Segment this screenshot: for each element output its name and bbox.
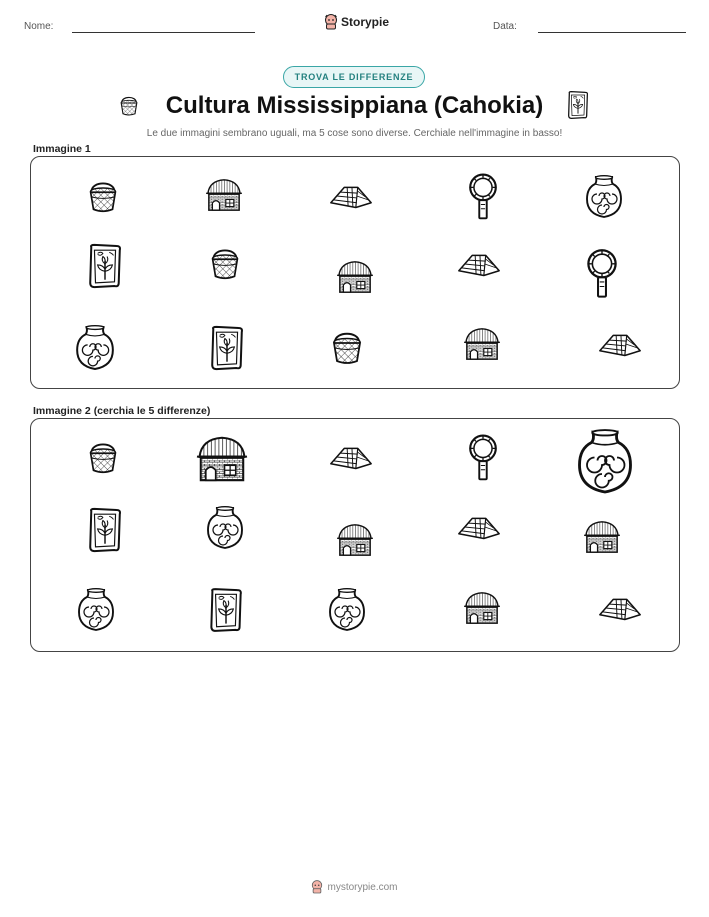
basket-icon (206, 241, 244, 287)
image2-panel[interactable] (30, 418, 680, 652)
pyramid-icon (596, 329, 644, 359)
name-field[interactable] (72, 32, 255, 33)
hut-icon (330, 255, 380, 299)
date-field[interactable] (538, 32, 686, 33)
mirror-icon[interactable] (467, 432, 499, 484)
pyramid-icon[interactable] (327, 442, 375, 472)
storypie-mascot-icon (311, 880, 323, 894)
pot-icon[interactable] (76, 585, 116, 635)
hut-icon[interactable] (330, 519, 380, 561)
image1-label: Immagine 1 (33, 143, 91, 155)
page-title: Cultura Mississippiana (Cahokia) (165, 92, 544, 119)
storypie-mascot-icon (324, 14, 338, 30)
tablet-icon[interactable] (86, 506, 124, 554)
footer (0, 880, 709, 894)
hut-icon (199, 175, 249, 215)
basket-icon (327, 323, 367, 373)
pyramid-icon (327, 181, 375, 211)
basket-icon (84, 174, 122, 220)
date-label: Data: (493, 21, 517, 32)
mirror-icon (467, 171, 499, 223)
pot-icon[interactable] (205, 503, 245, 553)
worksheet-header (0, 0, 709, 50)
pyramid-icon[interactable] (455, 512, 503, 542)
hut-icon[interactable] (577, 516, 627, 558)
name-label: Nome: (24, 21, 54, 32)
tablet-icon (86, 241, 124, 291)
pot-icon[interactable] (327, 585, 367, 635)
tablet-icon (208, 324, 246, 372)
image2-label: Immagine 2 (cerchia le 5 differenze) (33, 405, 211, 417)
pot-icon[interactable] (575, 427, 635, 497)
storypie-logo (324, 14, 389, 30)
tablet-icon[interactable] (207, 587, 245, 633)
title-row (0, 90, 709, 126)
brand-name: Storypie (341, 15, 390, 29)
footer-url[interactable]: mystorypie.com (327, 881, 398, 893)
hut-icon[interactable] (187, 431, 257, 487)
pyramid-icon (455, 249, 503, 279)
pot-icon (74, 323, 116, 373)
basket-icon[interactable] (84, 434, 122, 482)
instructions: Le due immagini sembrano uguali, ma 5 cose sono diverse. Cerchiale nell'immagine in basso! (146, 128, 563, 139)
mirror-icon (585, 247, 619, 301)
hut-icon[interactable] (457, 587, 507, 629)
pot-icon (584, 173, 624, 221)
hut-icon (457, 323, 507, 365)
activity-badge: TROVA LE DIFFERENZE (283, 66, 425, 88)
tablet-icon (566, 90, 590, 125)
image1-panel (30, 156, 680, 389)
pyramid-icon[interactable] (596, 593, 644, 623)
